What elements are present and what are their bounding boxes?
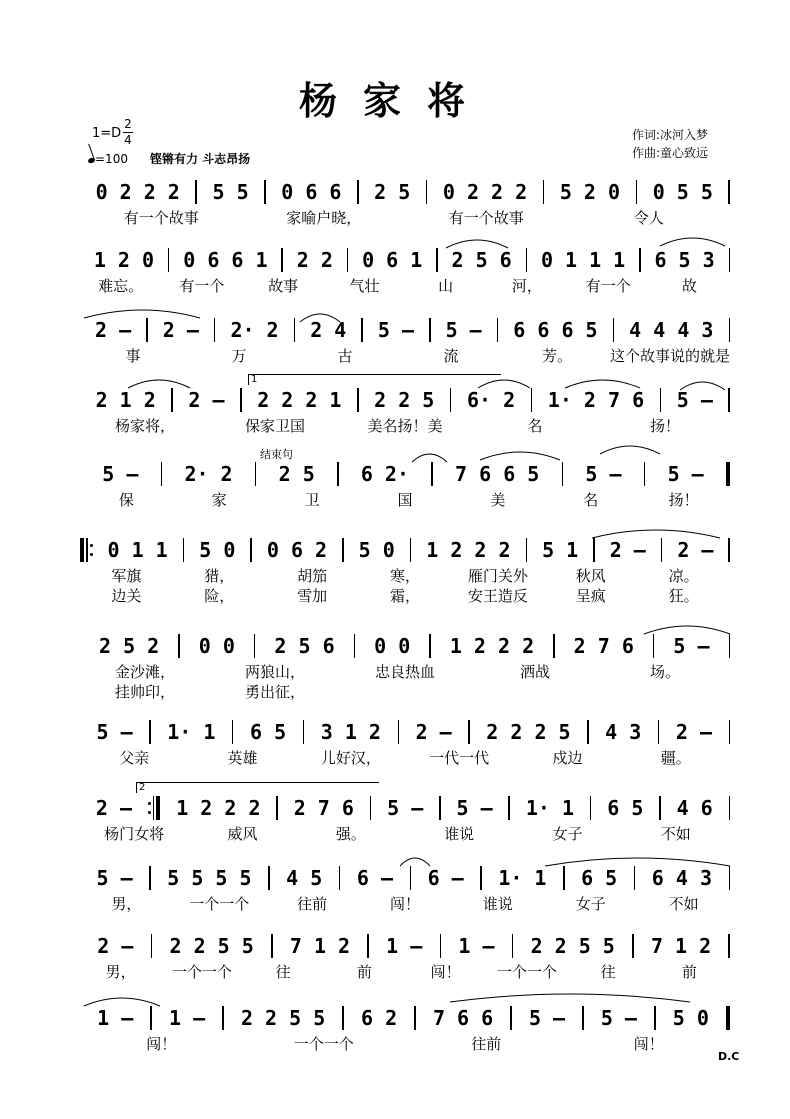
- lyrics-line: [80, 962, 730, 982]
- measure: 2 4: [310, 318, 347, 342]
- measure: 1 2 2 2: [449, 634, 535, 658]
- measure: 0 1 1: [107, 538, 168, 562]
- measure: 2 2 5 5: [240, 1006, 326, 1030]
- lyric-phrase: 家喻户晓，: [286, 209, 362, 227]
- measure: 2 –: [188, 388, 225, 412]
- lyric-phrase: [470, 682, 600, 702]
- lyric-phrase: 往前: [471, 1035, 502, 1053]
- lyrics-line: [80, 682, 730, 702]
- measure: 2· 2: [230, 318, 279, 342]
- measure: 1 2 2 2: [426, 538, 511, 562]
- measure: 2 2 5: [374, 388, 435, 412]
- measure: 0 6 6 1: [183, 248, 268, 272]
- slur-arc: [400, 858, 430, 866]
- lyric-phrase: 女子: [552, 825, 583, 843]
- slur-arc: [545, 858, 730, 866]
- measure: 6 5: [581, 866, 618, 890]
- barline: [728, 934, 730, 958]
- lyric-phrase: 两狼山，: [244, 663, 305, 681]
- lyric-phrase: 狂。: [668, 587, 699, 605]
- measure: 5 –: [676, 388, 713, 412]
- lyric-phrase: 这个故事说的就是: [610, 347, 731, 365]
- time-signature: [123, 118, 133, 147]
- lyric-phrase: 呈疯: [575, 587, 606, 605]
- measure: 5 –: [673, 634, 710, 658]
- barline: [729, 866, 731, 890]
- notes-row: [80, 538, 730, 562]
- notes-row: [80, 180, 730, 204]
- lyric-phrase: 气壮: [349, 277, 380, 295]
- lyric-phrase: 军旗: [111, 567, 142, 585]
- slur-arc: [128, 380, 190, 388]
- lyric-phrase: 一个一个: [293, 1035, 354, 1053]
- lyric-phrase: 有一个: [179, 277, 225, 295]
- lyric-phrase: 难忘。: [98, 277, 144, 295]
- measure: 2 5: [374, 180, 411, 204]
- measure: 0 5 5: [652, 180, 713, 204]
- measure: 2 7 6: [293, 796, 354, 820]
- lyric-phrase: 一代一代: [429, 749, 490, 767]
- slur-arc: [446, 240, 508, 248]
- measure: 5 5 5 5: [167, 866, 252, 890]
- notes-row: [80, 634, 730, 658]
- barline: [729, 248, 731, 272]
- meter-bottom: 4: [124, 133, 132, 147]
- lyric-phrase: 英雄: [227, 749, 258, 767]
- lyric-phrase: 一个一个: [171, 963, 232, 981]
- measure: 0 2 2 2: [442, 180, 528, 204]
- measure: 5 –: [445, 318, 482, 342]
- lyric-phrase: 儿好汉，: [320, 749, 381, 767]
- notes-row: [80, 388, 730, 412]
- lyric-phrase: 霜，: [390, 587, 421, 605]
- lyric-phrase: 名: [583, 491, 599, 509]
- lyric-phrase: 谁说: [444, 825, 475, 843]
- measure: 2· 2: [184, 462, 233, 486]
- volta-bracket: 2: [136, 782, 379, 793]
- score-system: [80, 248, 730, 296]
- lyric-phrase: 家: [211, 491, 227, 509]
- measure: 0 0: [374, 634, 411, 658]
- lyric-phrase: 有一个故事: [123, 209, 199, 227]
- score-system: [80, 720, 730, 768]
- lyric-phrase: 洒战: [519, 663, 550, 681]
- measure: 4 4 4 3: [629, 318, 714, 342]
- lyric-phrase: 雁门关外: [467, 567, 528, 585]
- notes-row: [80, 248, 730, 272]
- lyric-phrase: 河，: [511, 277, 542, 295]
- lyrics-line: [80, 586, 730, 606]
- lyric-phrase: 美名扬！美: [367, 417, 443, 435]
- repeat-end-sign: [148, 796, 161, 820]
- score-system: [80, 538, 730, 606]
- measure: 1 –: [458, 934, 495, 958]
- score-system: [80, 934, 730, 982]
- measure: 2 –: [95, 318, 132, 342]
- lyric-phrase: 金沙滩，: [114, 663, 175, 681]
- slur-arc: [412, 454, 447, 462]
- measure: 5 –: [585, 462, 622, 486]
- slur-arc: [84, 310, 200, 318]
- barline: [729, 720, 731, 744]
- lyric-phrase: 胡笳: [297, 567, 328, 585]
- measure: 2 5: [278, 462, 315, 486]
- measure: 6 6 6 5: [513, 318, 598, 342]
- measure: 7 6 6 5: [455, 462, 540, 486]
- measure: 5 –: [528, 1006, 566, 1030]
- measure: 2 –: [609, 538, 646, 562]
- lyricist: 作词:冰河入梦: [632, 128, 709, 142]
- lyric-phrase: 万: [231, 347, 247, 365]
- measure: 2 2 5 5: [530, 934, 615, 958]
- lyrics-line: [80, 1034, 730, 1054]
- barline: [728, 538, 730, 562]
- measure: 1· 2 7 6: [547, 388, 645, 412]
- score-system: [80, 462, 730, 510]
- measure: 5 –: [387, 796, 424, 820]
- composer: 作曲:童心致远: [632, 146, 709, 160]
- measure: 2 –: [415, 720, 452, 744]
- measure: 0 0: [198, 634, 235, 658]
- measure: 6 2: [361, 1006, 398, 1030]
- lyric-phrase: 安王造反: [467, 587, 528, 605]
- lyric-phrase: 强。: [335, 825, 366, 843]
- measure: 6· 2: [466, 388, 516, 412]
- measure: 6 4 3: [651, 866, 713, 890]
- measure: 2 2: [296, 248, 333, 272]
- measure: 4 5: [286, 866, 323, 890]
- lyric-phrase: 忠良热血: [374, 663, 435, 681]
- barline: [726, 1006, 730, 1030]
- notes-row: [80, 866, 730, 890]
- measure: 2 1 2: [95, 388, 156, 412]
- measure: 1 –: [169, 1006, 206, 1030]
- lyric-phrase: 场。: [649, 663, 680, 681]
- lyric-phrase: 凉。: [668, 567, 699, 585]
- measure: 2 5 2: [99, 634, 160, 658]
- measure: 2 7 6: [573, 634, 634, 658]
- volta-bracket: 1: [248, 374, 501, 385]
- repeat-start-sign: [80, 538, 93, 562]
- measure: 7 6 6: [432, 1006, 494, 1030]
- measure: 1· 1: [498, 866, 547, 890]
- expression-text: 铿锵有力 斗志昂扬: [150, 152, 251, 166]
- notes-row: [80, 720, 730, 744]
- lyric-phrase: 扬！: [668, 491, 699, 509]
- barline: [728, 388, 730, 412]
- lyric-phrase: 父亲: [119, 749, 150, 767]
- lyric-phrase: 往前: [297, 895, 328, 913]
- measure: 2 –: [677, 538, 714, 562]
- lyric-phrase: 有一个: [585, 277, 631, 295]
- lyric-phrase: 事: [125, 347, 141, 365]
- barline: [726, 462, 730, 486]
- lyric-phrase: 闯！: [390, 895, 421, 913]
- barline: [728, 180, 730, 204]
- measure: 6 5: [250, 720, 287, 744]
- measure: 6 2·: [360, 462, 409, 486]
- lyric-phrase: 前: [681, 963, 697, 981]
- measure: 4 3: [605, 720, 642, 744]
- measure: 5 0: [199, 538, 236, 562]
- measure: 7 1 2: [650, 934, 712, 958]
- measure: 1· 1: [167, 720, 216, 744]
- slur-arc: [592, 530, 720, 538]
- lyric-phrase: 闯！: [633, 1035, 664, 1053]
- measure: 6 –: [427, 866, 464, 890]
- lyrics-line: [80, 208, 730, 228]
- score-system: [80, 782, 730, 844]
- measure: 0 2 2 2: [95, 180, 180, 204]
- lyrics-line: [80, 748, 730, 768]
- song-title: 杨家将: [298, 78, 491, 123]
- lyric-phrase: 女子: [575, 895, 606, 913]
- lyric-phrase: [600, 682, 730, 702]
- lyric-phrase: 国: [397, 491, 413, 509]
- measure: 2 5 6: [274, 634, 335, 658]
- measure: 6 –: [356, 866, 393, 890]
- lyric-phrase: 寒，: [390, 567, 421, 585]
- slur-arc: [644, 626, 730, 634]
- lyrics-line: [80, 894, 730, 914]
- lyric-phrase: 一个一个: [189, 895, 250, 913]
- measure: 2 –: [162, 318, 199, 342]
- lyric-phrase: [340, 682, 470, 702]
- da-capo-mark: D.C: [718, 1050, 740, 1063]
- lyrics-line: [80, 416, 730, 436]
- measure: 2 5 6: [451, 248, 512, 272]
- tempo-value: =100: [95, 152, 128, 166]
- measure: 0 6 2: [266, 538, 328, 562]
- measure: 6 5: [607, 796, 644, 820]
- lyric-phrase: 故: [681, 277, 697, 295]
- ending-label: 结束句: [260, 448, 293, 461]
- measure: 2 –: [95, 796, 132, 820]
- meter-top: 2: [124, 117, 132, 131]
- lyric-phrase: 谁说: [482, 895, 513, 913]
- lyric-phrase: 戍边: [552, 749, 583, 767]
- lyric-phrase: 险，: [204, 587, 235, 605]
- lyric-phrase: 山: [438, 277, 454, 295]
- lyric-phrase: 闯！: [430, 963, 461, 981]
- lyric-phrase: 男，: [111, 895, 142, 913]
- slur-arc: [565, 380, 640, 388]
- measure: 5 –: [456, 796, 493, 820]
- measure: 5 1: [542, 538, 579, 562]
- measure: 5 –: [667, 462, 704, 486]
- lyric-phrase: 边关: [111, 587, 142, 605]
- measure: 1 –: [386, 934, 423, 958]
- score-system: [80, 1006, 730, 1054]
- notes-row: [80, 934, 730, 958]
- lyrics-line: [80, 566, 730, 586]
- score-system: [80, 180, 730, 228]
- slur-arc: [84, 998, 160, 1006]
- measure: 1 2 2 2: [176, 796, 261, 820]
- measure: 1 –: [97, 1006, 134, 1030]
- measure: 5 –: [96, 720, 133, 744]
- measure: 5 –: [600, 1006, 637, 1030]
- lyric-phrase: 不如: [660, 825, 691, 843]
- lyric-phrase: 芳。: [541, 347, 572, 365]
- score-system: [80, 374, 730, 461]
- score-system: [80, 866, 730, 914]
- lyric-phrase: 卫: [304, 491, 320, 509]
- lyric-phrase: 流: [443, 347, 459, 365]
- lyrics-line: [80, 346, 730, 366]
- lyric-phrase: 秋风: [575, 567, 606, 585]
- lyric-phrase: 前: [356, 963, 372, 981]
- measure: 5 0: [672, 1006, 709, 1030]
- lyric-phrase: 保: [118, 491, 134, 509]
- lyric-phrase: 雪加: [297, 587, 328, 605]
- lyric-phrase: 令人: [633, 209, 664, 227]
- lyric-phrase: 美: [490, 491, 506, 509]
- lyric-phrase: 闯！: [146, 1035, 177, 1053]
- measure: 3 1 2: [320, 720, 381, 744]
- measure: 5 –: [377, 318, 415, 342]
- measure: 0 6 1: [362, 248, 423, 272]
- measure: 6 5 3: [654, 248, 715, 272]
- credits: [632, 126, 708, 162]
- score-system: [80, 634, 730, 702]
- lyric-phrase: 名: [527, 417, 543, 435]
- lyric-phrase: 勇出征，: [244, 683, 305, 701]
- lyric-phrase: 有一个故事: [448, 209, 524, 227]
- lyric-phrase: 扬！: [649, 417, 680, 435]
- measure: 2 –: [675, 720, 713, 744]
- slur-arc: [480, 452, 560, 460]
- measure: 2 –: [97, 934, 134, 958]
- measure: 2 2 2 1: [257, 388, 342, 412]
- score-system: [80, 318, 730, 366]
- barline: [729, 318, 731, 342]
- slur-arc: [450, 994, 690, 1002]
- lyrics-line: [80, 662, 730, 682]
- lyrics-line: [80, 490, 730, 510]
- notes-row: [80, 1006, 730, 1030]
- lyric-phrase: 猎，: [204, 567, 235, 585]
- notes-row: [80, 796, 730, 820]
- tempo-marking: [88, 152, 128, 166]
- measure: 1· 1: [525, 796, 575, 820]
- measure: 5 0: [358, 538, 395, 562]
- lyric-phrase: 威风: [227, 825, 258, 843]
- measure: 0 6 6: [281, 180, 342, 204]
- measure: 5 2 0: [559, 180, 621, 204]
- measure: 2 2 2 5: [486, 720, 571, 744]
- notes-row: [80, 318, 730, 342]
- lyric-phrase: 往: [275, 963, 291, 981]
- lyric-phrase: 杨家将，: [114, 417, 175, 435]
- lyric-phrase: 往: [600, 963, 616, 981]
- lyric-phrase: 男，: [105, 963, 136, 981]
- slur-arc: [660, 238, 725, 246]
- measure: 5 –: [96, 866, 133, 890]
- lyrics-line: [80, 276, 730, 296]
- slur-arc: [600, 446, 660, 454]
- lyric-phrase: 古: [337, 347, 353, 365]
- measure: 5 5: [212, 180, 249, 204]
- lyric-phrase: 不如: [668, 895, 699, 913]
- lyric-phrase: 保家卫国: [244, 417, 305, 435]
- measure: 2 2 5 5: [169, 934, 254, 958]
- key-signature: 1=D: [92, 126, 122, 141]
- lyric-phrase: 杨门女将: [104, 825, 165, 843]
- barline: [729, 796, 731, 820]
- barline: [729, 634, 731, 658]
- measure: 5 –: [102, 462, 139, 486]
- lyrics-line: [80, 824, 730, 844]
- measure: 4 6: [676, 796, 713, 820]
- measure: 7 1 2: [289, 934, 351, 958]
- measure: 1 2 0: [93, 248, 155, 272]
- lyric-phrase: 疆。: [660, 749, 691, 767]
- notes-row: [80, 462, 730, 486]
- lyric-phrase: 一个一个: [496, 963, 557, 981]
- lyric-phrase: 挂帅印，: [114, 683, 175, 701]
- lyric-phrase: 故事: [268, 277, 299, 295]
- measure: 0 1 1 1: [540, 248, 626, 272]
